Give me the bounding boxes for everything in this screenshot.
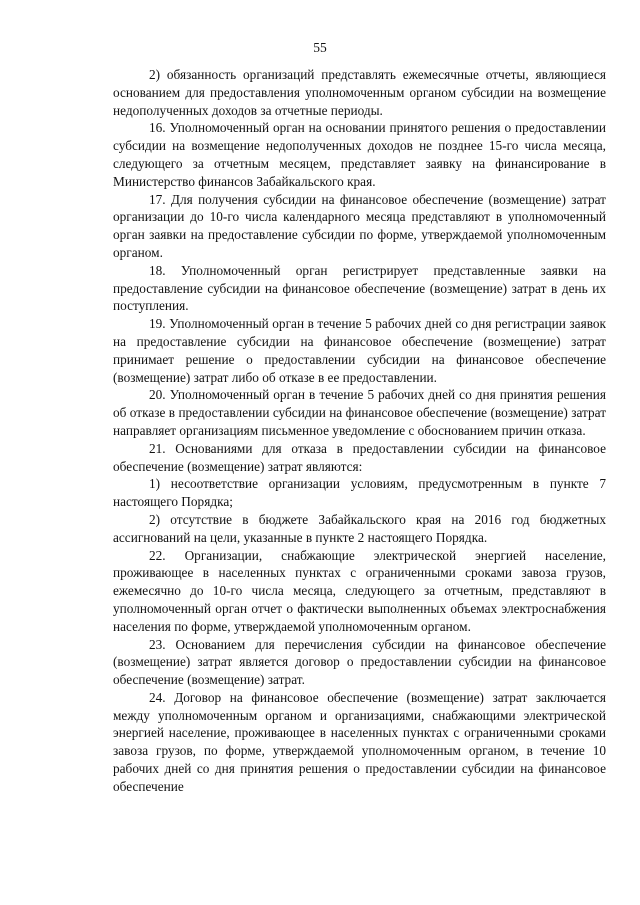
paragraph-20: 20. Уполномоченный орган в течение 5 рабочих дней со дня принятия решения об отказе в предоставлении субсидии на финансовое обеспечение (возмещение) затрат направляет организациям письменное уведомление с обоснованием причин отказа.: [113, 387, 606, 438]
paragraph-21-item-2: 2) отсутствие в бюджете Забайкальского края на 2016 год бюджетных ассигнований на цели, указанные в пункте 2 настоящего Порядка.: [113, 511, 606, 545]
paragraph-17: 17. Для получения субсидии на финансовое обеспечение (возмещение) затрат организации до 10-го числа календарного месяца представляют в уполномоченный орган заявки на предоставление субсидии по форме, утверждаемой уполномоченным органом.: [113, 191, 606, 260]
paragraph-21-item-1: 1) несоответствие организации условиям, предусмотренным в пункте 7 настоящего Порядка;: [113, 476, 606, 510]
paragraph-18: 18. Уполномоченный орган регистрирует представленные заявки на предоставление субсидии на финансовое обеспечение (возмещение) затрат в день их поступления.: [113, 262, 606, 314]
paragraph-16: 16. Уполномоченный орган на основании принятого решения о предоставлении субсидии на возмещение недополученных доходов не позднее 15-го числа месяца, следующего за отчетным месяцем, представляет заявку на финансирование в Министерство финансов Забайкальского края.: [113, 120, 606, 189]
paragraph-22: 22. Организации, снабжающие электрической энергией население, проживающее в населенных пунктах с ограниченными сроками завоза грузов, ежемесячно до 10-го числа месяца, следующего за отчетным, представляют в уполномоченный орган отчет о фактически выполненных объемах электроснабжения населения по форме, утверждаемой уполномоченным органом.: [113, 547, 606, 634]
page-number: 55: [313, 40, 327, 55]
paragraph-19: 19. Уполномоченный орган в течение 5 рабочих дней со дня регистрации заявок на предоставление субсидии на финансовое обеспечение (возмещение) затрат принимает решение о предоставлении субсидии на финансовое обеспечение (возмещение) затрат либо об отказе в ее предоставлении.: [113, 316, 606, 385]
paragraph-item-2: 2) обязанность организаций представлять ежемесячные отчеты, являющиеся основанием для предоставления уполномоченным органом субсидии на возмещение недополученных доходов за отчетные периоды.: [113, 67, 606, 118]
paragraph-24: 24. Договор на финансовое обеспечение (возмещение) затрат заключается между уполномоченным органом и организациями, снабжающими электрической энергией население, проживающее в населенных пунктах с ограниченными сроками завоза грузов, по форме, утверждаемой уполномоченным органом, в течение 10 рабочих дней со дня принятия решения о предоставлении субсидии на финансовое обеспечение: [113, 689, 606, 794]
paragraph-21: 21. Основаниями для отказа в предоставлении субсидии на финансовое обеспечение (возмещение) затрат являются:: [113, 440, 606, 474]
document-body: [113, 66, 606, 796]
paragraph-23: 23. Основанием для перечисления субсидии на финансовое обеспечение (возмещение) затрат является договор о предоставлении субсидии на финансовое обеспечение (возмещение) затрат.: [113, 636, 606, 688]
